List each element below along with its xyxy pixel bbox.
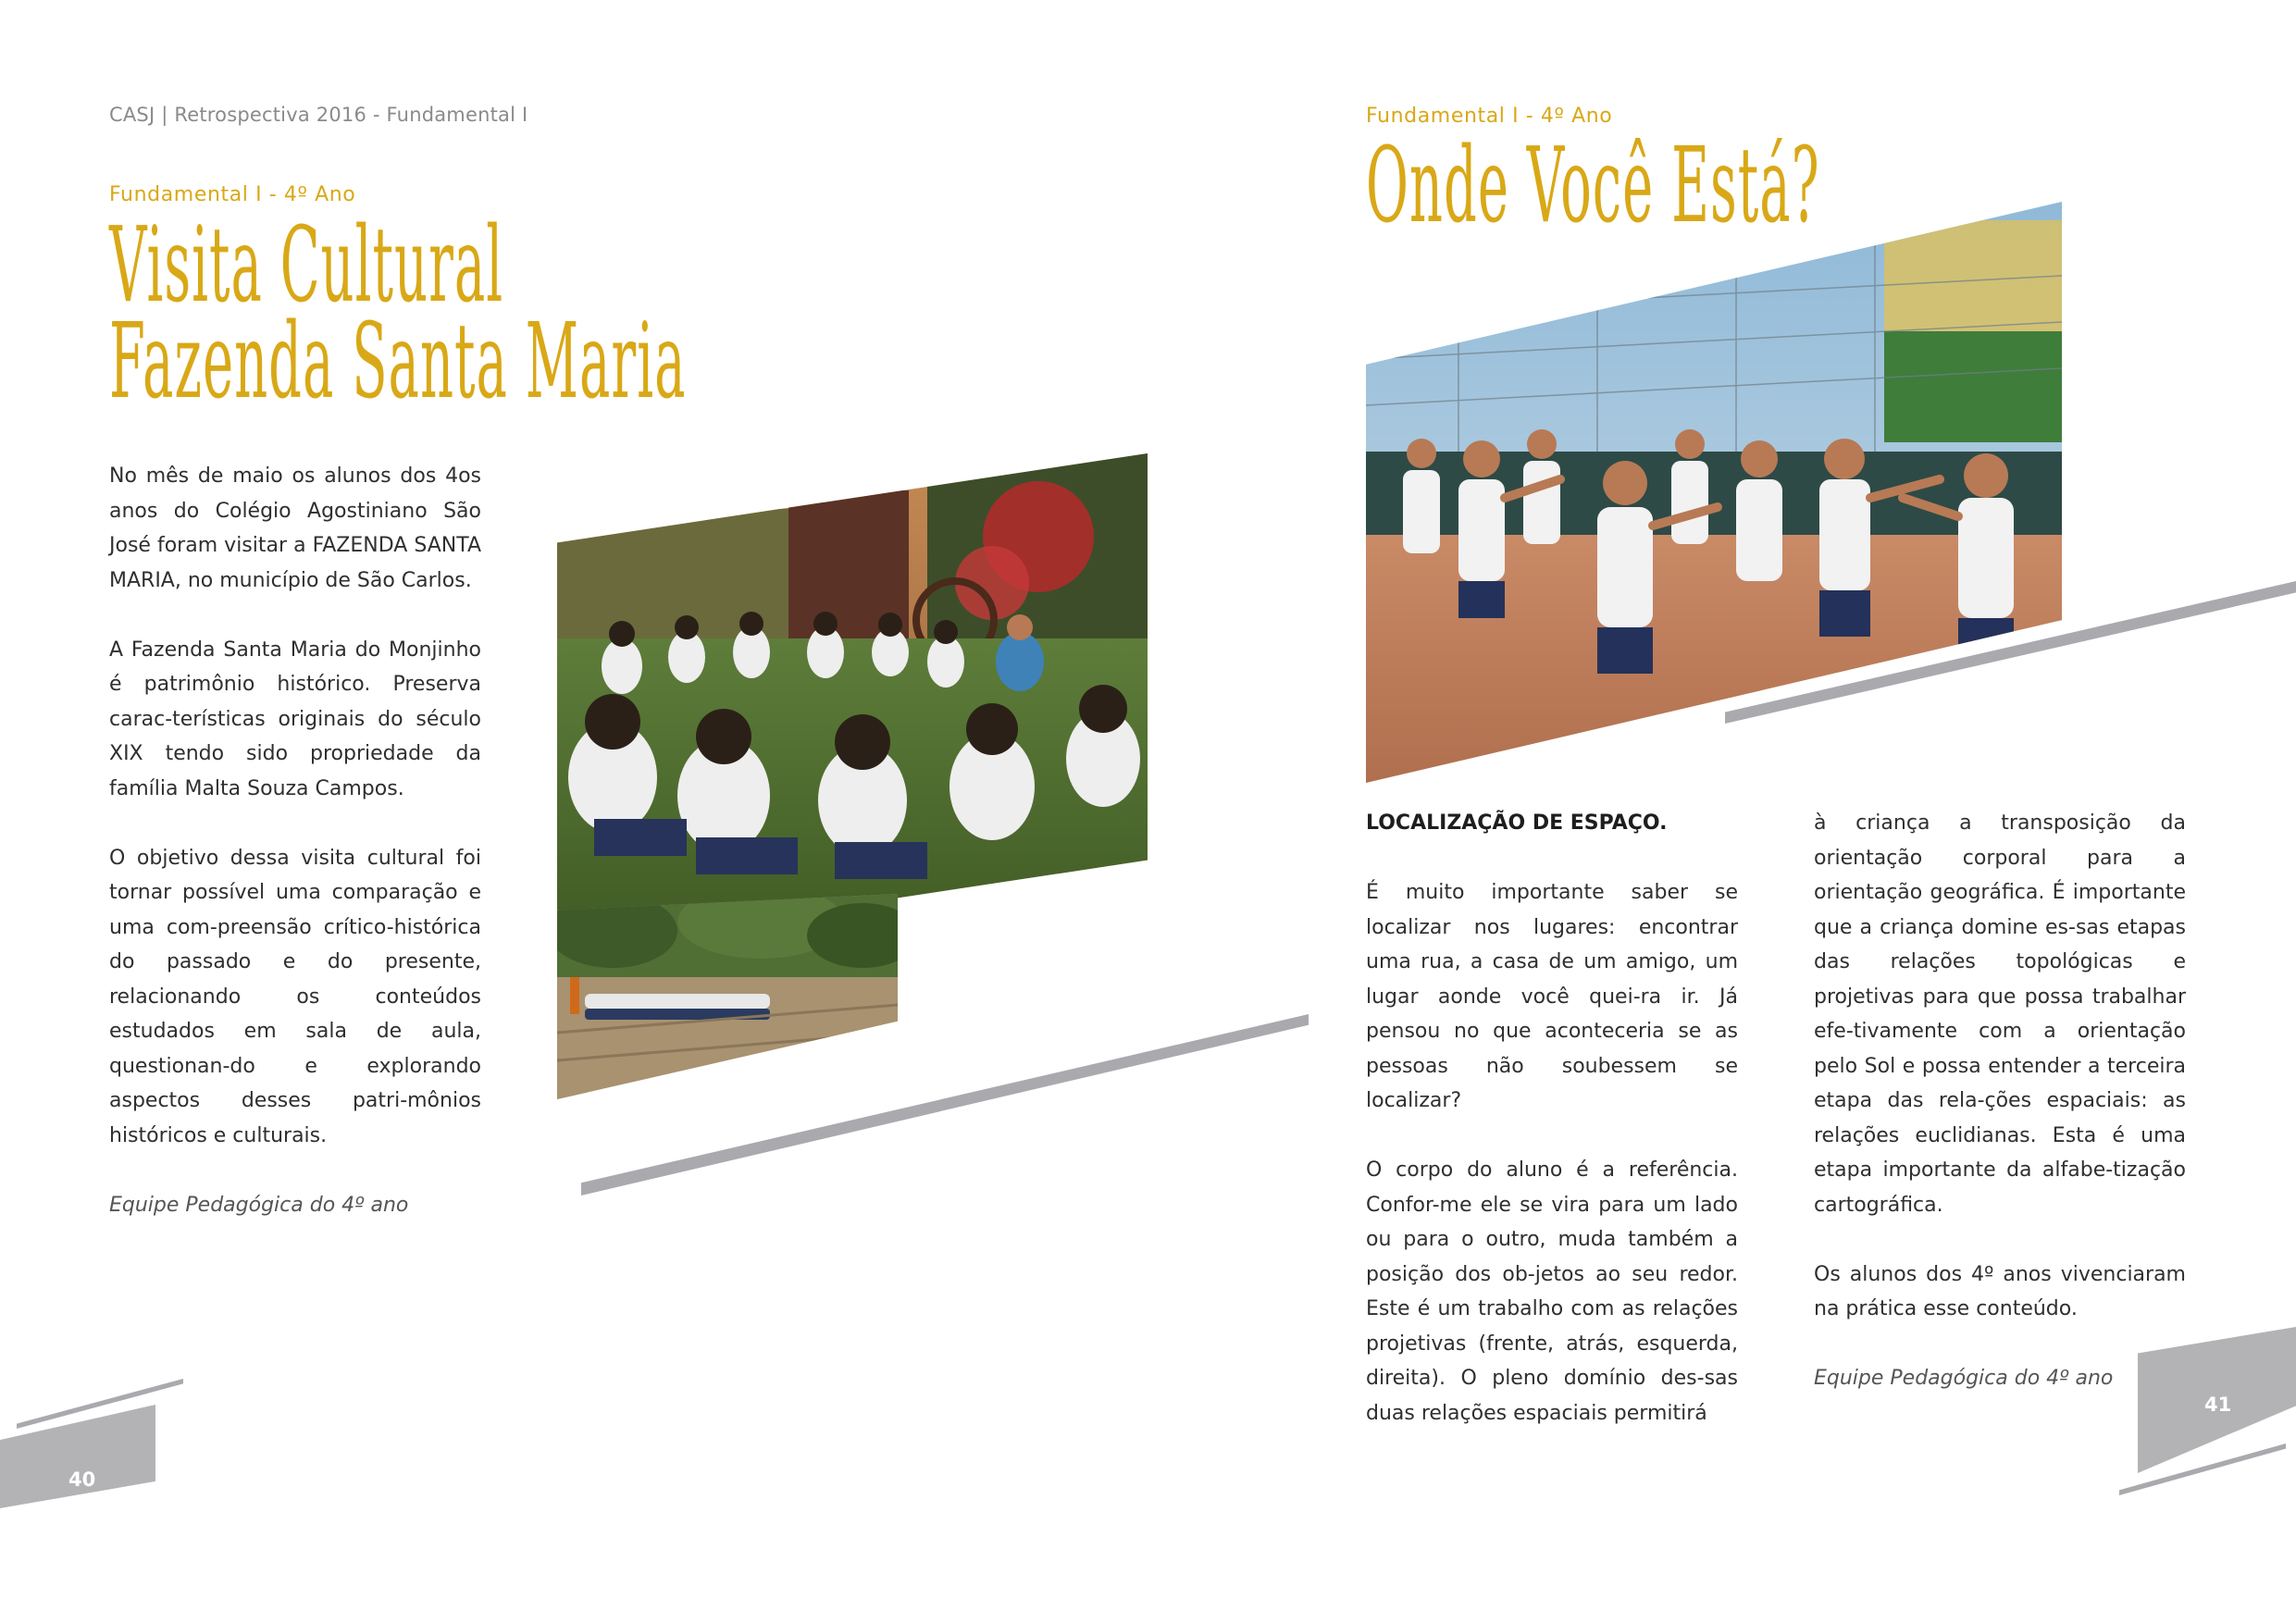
right-signature: Equipe Pedagógica do 4º ano: [1814, 1367, 2114, 1390]
left-page-tab: [0, 1405, 155, 1508]
left-kicker: Fundamental I - 4º Ano: [109, 183, 356, 206]
right-title: Onde Você Está?: [1366, 126, 1820, 246]
left-page-number: 40: [68, 1468, 96, 1491]
right-col1-paragraph-2: O corpo do aluno é a referência. Confor-me ele se vira para um lado ou para o outro, muda também a posição dos ob-jetos ao seu redor. Este é um trabalho com as relações projetivas (frente, atrás, esquerda, direita). O pleno domínio des-sas duas relações espaciais permitirá: [1366, 1158, 1738, 1425]
left-title-line2: Fazenda Santa Maria: [109, 302, 687, 422]
left-title-line1: Visita Cultural: [109, 205, 504, 326]
right-column-2: [1814, 806, 2186, 1396]
left-signature: Equipe Pedagógica do 4º ano: [109, 1193, 409, 1217]
left-paragraph-3: O objetivo dessa visita cultural foi tornar possível uma comparação e uma com-preensão crítico-histórica do passado e do presente, relacionando os conteúdos estudados em sala de aula, questionan-do e explorando aspectos desses patri-mônios históricos e culturais.: [109, 846, 481, 1147]
right-kicker: Fundamental I - 4º Ano: [1366, 105, 1613, 128]
running-header: CASJ | Retrospectiva 2016 - Fundamental I: [109, 104, 528, 126]
right-page-number: 41: [2204, 1394, 2232, 1416]
photo-students-arms-outstretched: [1366, 202, 2062, 783]
photo-students-line-field: [557, 894, 898, 1099]
photo-students-circle-lawn: [557, 453, 1148, 949]
section-heading: LOCALIZAÇÃO DE ESPAÇO.: [1366, 812, 1668, 835]
left-paragraph-1: No mês de maio os alunos dos 4os anos do Colégio Agostiniano São José foram visitar a FAZENDA SANTA MARIA, no município de São Carlos.: [109, 465, 481, 592]
right-col2-paragraph-1: à criança a transposição da orientação corporal para a orientação geográfica. É importante que a criança domine es-sas etapas das relações topológicas e projetivas para que possa trabalhar efe-tivamente com a orientação pelo Sol e possa entender a terceira etapa das rela-ções espaciais: as relações euclidianas. Esta é uma etapa importante da alfabe-tização cartográfica.: [1814, 812, 2186, 1217]
right-column-1: [1366, 806, 1738, 1466]
right-col2-paragraph-2: Os alunos dos 4º anos vivenciaram na prática esse conteúdo.: [1814, 1262, 2186, 1320]
left-article-body: [109, 459, 481, 1222]
right-col1-paragraph-1: É muito importante saber se localizar nos lugares: encontrar uma rua, a casa de um amigo, um lugar aonde você quei-ra ir. Já pensou no que aconteceria se as pessoas não soubessem se localizar?: [1366, 881, 1738, 1112]
left-paragraph-2: A Fazenda Santa Maria do Monjinho é patrimônio histórico. Preserva carac-terísticas originais do século XIX tendo sido propriedade da família Malta Souza Campos.: [109, 638, 481, 800]
